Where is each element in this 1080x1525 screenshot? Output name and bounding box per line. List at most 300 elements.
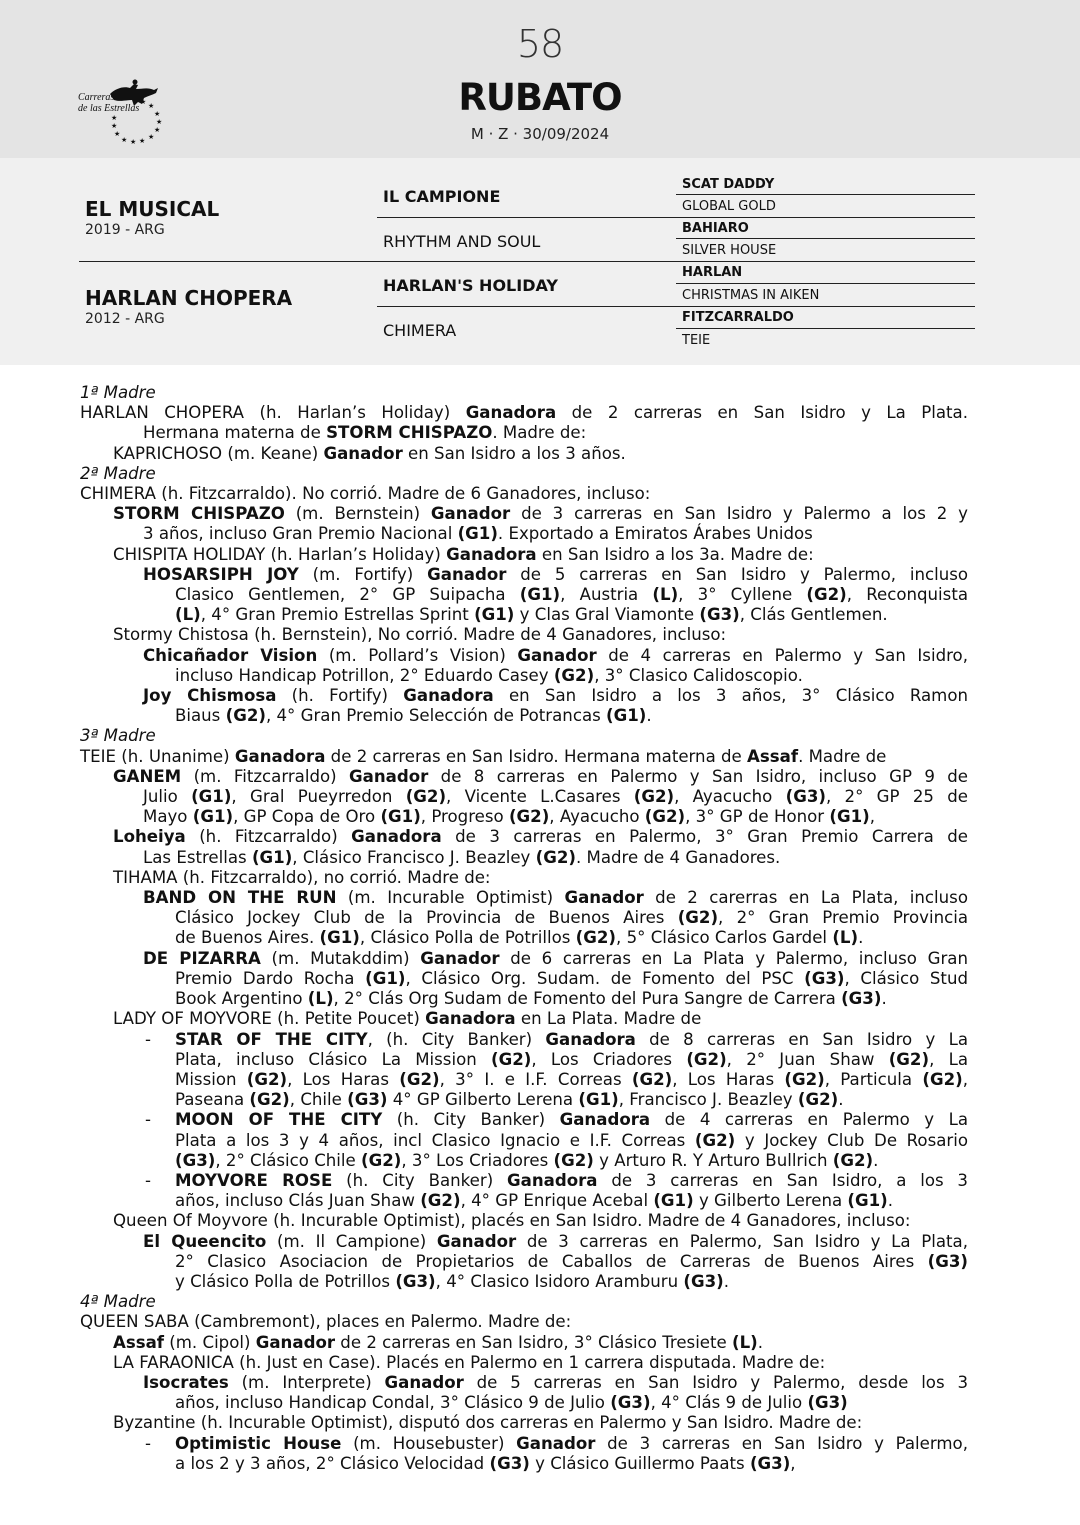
great-grandparent-5: HARLAN [682,265,743,280]
list-item [80,1110,968,1130]
bold-text-run: Ganador [349,766,429,786]
bold-text-run: (G1) [474,605,515,625]
text-run: (h. Fitzcarraldo) [185,827,352,847]
text-run: (m. Interprete) [228,1372,385,1392]
text-run: de 8 carreras en Palermo y San Isidro, incluso GP 9 de [428,766,968,786]
text-run: y Jockey Club De Rosario [735,1130,968,1150]
bold-text-run: Ganador [323,443,403,463]
bold-text-run: (G1) [319,928,360,948]
text-line [80,565,968,585]
great-grandparent-8: TEIE [682,333,711,348]
text-line [80,504,968,524]
maternal-family-text [80,383,968,1474]
text-run: (m. Bernstein) [284,504,431,524]
text-line: QUEEN SABA (Cambremont), places en Palermo. Madre de: [80,1312,572,1332]
svg-text:★: ★ [139,137,146,145]
svg-text:★: ★ [114,130,121,138]
text-run: Paseana [175,1090,250,1110]
text-run: . [723,1271,730,1291]
text-run: de 2 carreras en San Isidro, 3° Clásico Tresiete [335,1332,733,1352]
text-line [80,747,968,767]
bold-text-run: (G1) [365,968,406,988]
text-run: , [790,1453,796,1473]
text-run: Mission [175,1069,247,1089]
text-run: (m. Housebuster) [341,1433,517,1453]
bold-text-run: (G3) [395,1271,436,1291]
list-item [80,1030,968,1050]
text-line [80,888,968,908]
text-run: de 3 carreras en Palermo, 3° Gran Premio Carrera de [441,827,969,847]
text-run: Las Estrellas [143,847,252,867]
great-grandparent-3: BAHIARO [682,221,749,236]
text-run: Hermana materna de [143,423,327,443]
grandparent-2: RHYTHM AND SOUL [383,232,541,251]
page-header [0,0,1080,158]
divider [676,283,975,284]
bold-text-run: (G3) [610,1393,651,1413]
great-grandparent-4: SILVER HOUSE [682,243,777,258]
text-line [80,949,968,969]
text-line: Byzantine (h. Incurable Optimist), disputó dos carreras en Palermo y San Isidro. Madre de: [113,1413,863,1433]
text-run: de 5 carreras en San Isidro y Palermo, incluso [506,564,969,584]
text-run: , 4° Gran Premio Estrellas Sprint [200,605,475,625]
text-run: en La Plata. Madre de [515,1009,702,1029]
bold-text-run: (G2) [694,1130,736,1150]
text-run: y Clásico Guillermo Paats [529,1453,750,1473]
text-run: Book Argentino [175,989,308,1009]
bold-text-run: (L) [652,585,679,605]
bold-text-run: (G2) [644,807,686,827]
bold-text-run: MOON OF THE CITY [175,1110,383,1130]
text-line: Stormy Chistosa (h. Bernstein), No corrió. Madre de 4 Ganadores, incluso: [113,625,727,645]
bold-text-run: El Queencito [143,1231,267,1251]
bold-text-run: Ganadora [465,403,557,423]
bold-text-run: Joy Chismosa [143,686,277,706]
text-run: , Los Haras [672,1069,785,1089]
text-line [80,827,968,847]
bold-text-run: (G3) [175,1150,216,1170]
bold-text-run: Ganador [430,504,511,524]
svg-text:★: ★ [154,110,161,118]
text-run: de 4 carreras en Palermo y La [650,1110,969,1130]
dash-bullet: - [145,1029,151,1049]
bold-text-run: (G2) [225,706,266,726]
text-run: . [646,706,652,726]
text-run: , Clásico Stud [844,968,968,988]
bold-text-run: Ganador [255,1332,336,1352]
lot-number: 58 [516,22,564,66]
bold-text-run: Optimistic House [175,1433,342,1453]
bold-text-run: Ganadora [559,1110,651,1130]
text-line: TIHAMA (h. Fitzcarraldo), no corrió. Madre de: [113,867,491,887]
bold-text-run: (G1) [847,1191,888,1211]
bold-text-run: (L) [307,989,334,1009]
text-run: , Chile [289,1090,348,1110]
divider [676,194,975,195]
bold-text-run: Ganador [420,948,500,968]
text-run: y Gilberto Lerena [693,1191,848,1211]
text-run: , 3° GP de Honor [685,807,830,827]
text-run: , Clásico Polla de Potrillos [359,928,576,948]
horse-subtitle: M · Z · 30/09/2024 [470,125,610,143]
text-line [80,423,968,443]
section-heading: 3ª Madre [80,726,156,746]
text-line [80,646,968,666]
bold-text-run: (G2) [553,665,595,685]
bold-text-run: (G2) [631,1069,673,1089]
text-run: , Clás Gentlemen. [739,605,888,625]
text-run: , 2° Juan Shaw [726,1049,889,1069]
text-run: . [887,1191,894,1211]
text-run: . [757,1332,764,1352]
dam-name: HARLAN CHOPERA [85,286,293,310]
text-run: y Arturo R. Y Arturo Bullrich [593,1150,833,1170]
text-line [80,1393,968,1413]
text-line [80,1151,968,1171]
bold-text-run: (G2) [508,807,550,827]
bold-text-run: Ganador [436,1231,517,1251]
text-run: (h. Fortify) [276,686,404,706]
bold-text-run: (G1) [457,524,498,544]
text-run: de 2 carreras en San Isidro y La Plata. [556,403,968,423]
text-line [80,605,968,625]
bold-text-run: Isocrates [143,1372,229,1392]
text-run: , Clásico Org. Sudam. de Fomento del PSC [405,968,805,988]
bold-text-run: STORM CHISPAZO [113,504,285,524]
text-line [80,787,968,807]
text-line [80,1252,968,1272]
text-run: . [838,1090,844,1110]
text-line [80,545,968,565]
text-line [80,807,968,827]
bold-text-run: (G2) [633,787,675,807]
text-run: . [881,989,887,1009]
logo-text-line-1: Carreras [78,92,115,103]
bold-text-run: (G3) [489,1453,530,1473]
bold-text-run: (G2) [575,928,617,948]
bold-text-run: (G1) [192,807,234,827]
text-run: Mayo [143,807,193,827]
bold-text-run: (G3) [807,1393,848,1413]
bold-text-run: (G1) [251,847,293,867]
text-run: Clasico Gentlemen, 2° GP Suipacha [175,585,520,605]
grandparent-3: HARLAN'S HOLIDAY [383,276,558,295]
bold-text-run: Assaf [747,746,799,766]
bold-text-run: (G1) [606,706,647,726]
sire-name: EL MUSICAL [85,197,220,221]
divider [675,261,975,262]
bold-text-run: (G1) [829,807,870,827]
bold-text-run: (G2) [797,1090,839,1110]
text-run: , 2° Clásico Chile [215,1150,362,1170]
text-run: incluso Handicap Potrillon, 2° Eduardo Casey [175,665,554,685]
text-run: Julio [143,787,192,807]
dash-bullet: - [145,1433,151,1453]
text-run: , Reconquista [846,585,968,605]
text-run: , 3° Clasico Calidoscopio. [594,665,803,685]
bold-text-run: Ganadora [234,746,326,766]
text-line: CHIMERA (h. Fitzcarraldo). No corrió. Madre de 6 Ganadores, incluso: [80,484,651,504]
bold-text-run: (G3) [927,1251,968,1271]
text-run: . Madre de 4 Ganadores. [575,847,781,867]
text-run: de Buenos Aires. [175,928,320,948]
text-run: (m. Mutakddim) [260,948,421,968]
text-line [80,1333,968,1353]
bold-text-run: (G2) [806,585,847,605]
text-run: de 3 carreras en San Isidro y Palermo a los 2 y [510,504,968,524]
bold-text-run: (G2) [361,1150,402,1170]
text-run: 3 años, incluso Gran Premio Nacional [143,524,458,544]
text-run: , Vicente L.Casares [446,787,634,807]
bold-text-run: GANEM [113,766,182,786]
bold-text-run: (G1) [380,807,421,827]
text-run: , 5° Clásico Carlos Gardel [616,928,833,948]
svg-text:★: ★ [156,118,163,126]
bold-text-run: (G2) [553,1150,594,1170]
svg-text:★: ★ [121,136,128,144]
text-run: y Clas Gral Viamonte [514,605,700,625]
bold-text-run: (G3) [347,1090,388,1110]
svg-text:★: ★ [148,133,155,141]
section-heading: 2ª Madre [80,463,156,483]
bold-text-run: (G3) [749,1453,791,1473]
bold-text-run: Ganador [384,1372,464,1392]
bold-text-run: DE PIZARRA [143,948,261,968]
text-run: años, incluso Clás Juan Shaw [175,1191,421,1211]
divider [675,306,975,307]
text-run: , (h. City Banker) [367,1029,546,1049]
section-heading: 4ª Madre [80,1292,156,1312]
text-run: , GP Copa de Oro [233,807,381,827]
great-grandparent-7: FITZCARRALDO [682,310,794,325]
text-run: , 4° Clasico Isidoro Aramburu [435,1271,684,1291]
text-run: 2° Clasico Asociacion de Propietarios de Caballos de Carreras de Buenos Aires [175,1251,928,1271]
bold-text-run: (G3) [841,989,882,1009]
text-run: , Francisco J. Beazley [618,1090,798,1110]
text-run: KAPRICHOSO (m. Keane) [113,443,324,463]
text-line [80,1070,968,1090]
text-run: de 3 carreras en Palermo, San Isidro y La Plata, [516,1231,968,1251]
text-run: LADY OF MOYVORE (h. Petite Poucet) [113,1009,426,1029]
pedigree-table [0,158,1080,365]
text-run: (m. Cipol) [164,1332,256,1352]
bold-text-run: (G2) [677,908,719,928]
text-run: , Clásico Francisco J. Beazley [292,847,536,867]
text-line [80,666,968,686]
bold-text-run: (G1) [519,585,561,605]
text-run: en San Isidro a los 3 años, 3° Clásico Ramon [493,686,968,706]
bold-text-run: Ganadora [545,1029,636,1049]
text-run: , Los Haras [287,1069,400,1089]
text-run: Biaus [175,706,226,726]
bold-text-run: Ganador [427,564,507,584]
text-run: años, incluso Handicap Condal, 3° Clásico 9 de Julio [175,1393,611,1413]
divider [79,261,675,262]
text-line [80,524,968,544]
bold-text-run: Loheiya [113,827,186,847]
text-line: LA FARAONICA (h. Just en Case). Placés en Palermo en 1 carrera disputada. Madre de: [113,1352,826,1372]
text-line [80,1090,968,1110]
bold-text-run: Chicañador Vision [143,645,318,665]
text-run: , Particula [824,1069,923,1089]
bold-text-run: Ganadora [446,544,537,564]
text-run: de 4 carreras en Palermo y San Isidro, [596,645,968,665]
svg-text:★: ★ [111,114,118,122]
text-run: , Progreso [420,807,509,827]
grandparent-4: CHIMERA [383,321,457,340]
bold-text-run: (G2) [399,1069,440,1089]
bold-text-run: Ganador [516,1433,596,1453]
grandparent-1: IL CAMPIONE [383,187,501,206]
text-run: , 3° Cyllene [678,585,807,605]
text-run: (m. Fortify) [298,564,428,584]
text-run: Plata a los 3 y 4 años, incl Clasico Ignacio e I.F. Correas [175,1130,695,1150]
bold-text-run: STORM CHISPAZO [326,423,493,443]
text-run: (h. City Banker) [332,1170,507,1190]
logo-text-line-2: de las Estrellas [78,103,140,114]
great-grandparent-1: SCAT DADDY [682,177,775,192]
text-line [80,1232,968,1252]
bold-text-run: (G2) [888,1049,930,1069]
text-run: en San Isidro a los 3 años. [402,443,626,463]
bold-text-run: (G1) [191,787,232,807]
divider [675,217,975,218]
divider [377,217,675,218]
bold-text-run: BAND ON THE RUN [143,888,337,908]
text-run: , 2° Clás Org Sudam de Fomento del Pura Sangre de Carrera [333,989,842,1009]
bold-text-run: (L) [832,928,859,948]
divider [377,306,675,307]
text-run: (m. Il Campione) [266,1231,437,1251]
text-run: , 2° Gran Premio Provincia [718,908,969,928]
text-run: . Exportado a Emiratos Árabes Unidos [497,524,813,544]
text-run: , Gral Pueyrredon [231,787,406,807]
text-run: , [869,807,875,827]
text-line [80,1131,968,1151]
text-run: de 6 carreras en La Plata y Palermo, incluso Gran [499,948,968,968]
bold-text-run: Ganadora [403,686,494,706]
bold-text-run: (L) [175,605,201,625]
bold-text-run: (G3) [785,787,826,807]
great-grandparent-6: CHRISTMAS IN AIKEN [682,288,820,303]
text-run: , 4° GP Enrique Acebal [460,1191,654,1211]
text-run: de 5 carreras en San Isidro y Palermo, desde los 3 [463,1372,969,1392]
text-run: . [858,928,864,948]
text-run: de 2 carreras en San Isidro. Hermana materna de [325,746,748,766]
text-line [80,1272,968,1292]
text-run: . [873,1150,879,1170]
bold-text-run: (G1) [578,1090,619,1110]
section-heading: 1ª Madre [80,383,156,402]
text-line [80,1454,968,1474]
svg-text:★: ★ [111,122,118,130]
text-run: de 3 carreras en San Isidro y Palermo, [595,1433,968,1453]
bold-text-run: STAR OF THE CITY [175,1029,368,1049]
bold-text-run: (G2) [491,1049,532,1069]
bold-text-run: (G2) [420,1191,461,1211]
text-run: . Madre de: [492,423,587,443]
text-run: 4° GP Gilberto Lerena [387,1090,579,1110]
text-run: CHISPITA HOLIDAY (h. Harlan’s Holiday) [113,544,447,564]
text-run: y Clásico Polla de Potrillos [175,1271,396,1291]
horse-name: RUBATO [458,76,622,119]
bold-text-run: Ganador [517,645,597,665]
text-run: en San Isidro a los 3a. Madre de: [536,544,814,564]
text-line [80,767,968,787]
text-run: Premio Dardo Rocha [175,968,366,988]
text-line [80,1373,968,1393]
text-line [80,969,968,989]
dash-bullet: - [145,1170,151,1190]
svg-text:★: ★ [130,138,137,146]
text-run: HARLAN CHOPERA (h. Harlan’s Holiday) [80,403,466,423]
svg-text:★: ★ [154,126,161,134]
bold-text-run: (G2) [249,1090,290,1110]
svg-text:★: ★ [148,102,155,110]
bold-text-run: (G2) [686,1049,727,1069]
bold-text-run: Ganadora [507,1170,598,1190]
text-run: , 2° GP 25 de [825,787,968,807]
text-run: Plata, incluso Clásico La Mission [175,1049,491,1069]
text-line [80,403,968,423]
sire-info: 2019 - ARG [85,222,165,238]
text-run: , Ayacucho [549,807,645,827]
bold-text-run: (G3) [804,968,845,988]
dam-info: 2012 - ARG [85,311,165,327]
bold-text-run: Ganador [564,888,644,908]
text-run: TEIE (h. Unanime) [80,746,235,766]
bold-text-run: (G2) [246,1069,288,1089]
text-run: . Madre de [798,746,887,766]
text-line [80,444,968,464]
text-run: a los 2 y 3 años, 2° Clásico Velocidad [175,1453,490,1473]
bold-text-run: (G2) [535,847,576,867]
text-run: , [962,1069,968,1089]
divider [676,238,975,239]
text-line [80,1050,968,1070]
text-run: , 3° Los Criadores [401,1150,554,1170]
text-run: Clásico Jockey Club de la Provincia de Buenos Aires [175,908,678,928]
text-line: Queen Of Moyvore (h. Incurable Optimist), placés en San Isidro. Madre de 4 Ganadores, incluso: [113,1211,911,1231]
bold-text-run: (L) [732,1332,758,1352]
bold-text-run: (G1) [653,1191,694,1211]
text-run: , 4° Gran Premio Selección de Potrancas [265,706,607,726]
great-grandparent-2: GLOBAL GOLD [682,199,776,214]
bold-text-run: HOSARSIPH JOY [143,564,299,584]
text-line [80,706,968,726]
text-run: de 3 carreras en San Isidro, a los 3 [597,1170,968,1190]
text-run: , La [929,1049,969,1069]
bold-text-run: (G3) [683,1271,724,1291]
text-run: , 3° I. e I.F. Correas [439,1069,632,1089]
dash-bullet: - [145,1110,151,1130]
text-line [80,928,968,948]
text-line [80,848,968,868]
bold-text-run: Assaf [113,1332,165,1352]
text-line [80,686,968,706]
bold-text-run: (G2) [784,1069,825,1089]
divider [676,328,975,329]
text-run: , Austria [560,585,653,605]
bold-text-run: (G2) [405,787,447,807]
bold-text-run: (G2) [832,1150,874,1170]
text-line [80,1009,968,1029]
list-item [80,1434,968,1454]
text-run: (m. Pollard’s Vision) [317,645,518,665]
list-item [80,1171,968,1191]
text-line [80,989,968,1009]
text-run: de 2 carerras en La Plata, incluso [643,888,968,908]
